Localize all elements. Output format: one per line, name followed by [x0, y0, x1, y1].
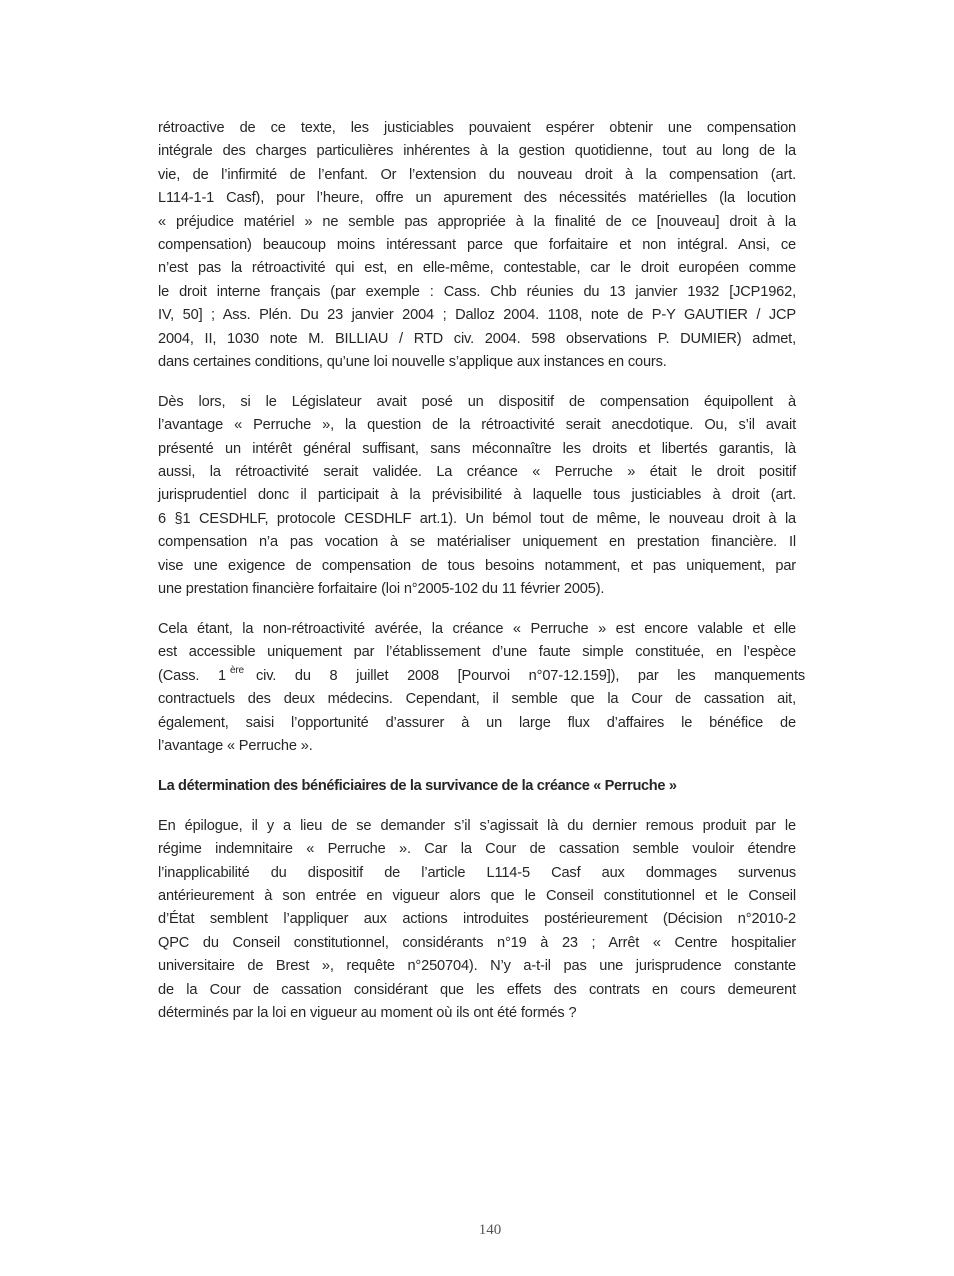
final-paragraph — [158, 815, 796, 1026]
text-line: intégrale des charges particulières inhérentes à la gestion quotidienne, tout au long de la — [158, 143, 796, 160]
superscript: ère — [229, 664, 244, 676]
text-line: n’est pas la rétroactivité qui est, en elle-même, contestable, car le droit européen comme — [158, 260, 796, 277]
text-line: l’inapplicabilité du dispositif de l’article L114-5 Casf aux dommages survenus — [158, 864, 796, 881]
page-number: 140 — [478, 1222, 502, 1238]
text-line: Dès lors, si le Législateur avait posé un dispositif de compensation équipollent à — [158, 393, 796, 410]
text-line: 2004, II, 1030 note M. BILLIAU / RTD civ. 2004. 598 observations P. DUMIER) admet, — [158, 330, 796, 347]
text-line: IV, 50] ; Ass. Plén. Du 23 janvier 2004 ; Dalloz 2004. 1108, note de P-Y GAUTIER / JCP — [158, 307, 796, 324]
text-line: régime indemnitaire « Perruche ». Car la Cour de cassation semble vouloir étendre — [158, 841, 796, 858]
document-body — [158, 117, 805, 1042]
paragraph — [158, 117, 796, 374]
text-line: En épilogue, il y a lieu de se demander s’il s’agissait là du dernier remous produit par le — [158, 817, 796, 834]
text-line: contractuels des deux médecins. Cependant, il semble que la Cour de cassation ait, — [158, 691, 796, 708]
text-line: une prestation financière forfaitaire (loi n°2005-102 du 11 février 2005). — [158, 581, 605, 598]
text-line: vise une exigence de compensation de tous besoins notamment, et pas uniquement, par — [158, 557, 796, 574]
text-line: L114-1-1 Casf), pour l’heure, offre un apurement des nécessités matérielles (la locution — [158, 190, 796, 207]
body-paragraphs — [158, 117, 805, 758]
paragraph — [158, 391, 796, 602]
text-line: antérieurement à son entrée en vigueur alors que le Conseil constitutionnel et le Conseil — [158, 888, 796, 905]
line-text: civ. du 8 juillet 2008 [Pourvoi n°07-12.159]), par les manquements — [255, 667, 805, 684]
text-line: dans certaines conditions, qu’une loi nouvelle s’applique aux instances en cours. — [158, 353, 667, 370]
text-line: de la Cour de cassation considérant que les effets des contrats en cours demeurent — [158, 981, 796, 998]
text-line: universitaire de Brest », requête n°250704). N’y a-t-il pas une jurisprudence constante — [158, 958, 796, 975]
text-line: l’avantage « Perruche ». — [158, 737, 313, 754]
text-line: Cela étant, la non-rétroactivité avérée, la créance « Perruche » est encore valable et elle — [158, 621, 796, 637]
text-line: 6 §1 CESDHLF, protocole CESDHLF art.1). Un bémol tout de même, le nouveau droit à la — [158, 510, 796, 527]
text-line: QPC du Conseil constitutionnel, considérants n°19 à 23 ; Arrêt « Centre hospitalier — [158, 934, 796, 951]
text-line: l’avantage « Perruche », la question de la rétroactivité serait anecdotique. Ou, s’il avait — [158, 417, 796, 434]
text-line: le droit interne français (par exemple : Cass. Chb réunies du 13 janvier 1932 [JCP1962, — [158, 283, 796, 300]
text-line: compensation n’a pas vocation à se matérialiser uniquement en prestation financière. Il — [158, 534, 796, 551]
text-line: vie, de l’infirmité de l’enfant. Or l’extension du nouveau droit à la compensation (art. — [158, 166, 796, 183]
text-line: d’État semblent l’appliquer aux actions introduites postérieurement (Décision n°2010-2 — [158, 911, 796, 928]
text-line — [158, 665, 805, 688]
paragraph — [158, 618, 805, 758]
text-line: aussi, la rétroactivité serait validée. La créance « Perruche » était le droit positif — [158, 464, 796, 481]
text-line: est accessible uniquement par l’établissement d’une faute simple constituée, en l’espèce — [158, 644, 796, 661]
section-heading: La détermination des bénéficiaires de la survivance de la créance « Perruche » — [158, 777, 677, 794]
text-line: présenté un intérêt général suffisant, sans méconnaître les droits et libertés garantis, là — [158, 440, 796, 457]
text-line: également, saisi l’opportunité d’assurer à un large flux d’affaires le bénéfice de — [158, 714, 796, 731]
text-line: rétroactive de ce texte, les justiciables pouvaient espérer obtenir une compensation — [158, 120, 796, 136]
text-line: « préjudice matériel » ne semble pas appropriée à la finalité de ce [nouveau] droit à la — [158, 213, 796, 230]
text-line: jurisprudentiel donc il participait à la prévisibilité à laquelle tous justiciables à droit (art. — [158, 487, 796, 504]
line-text: (Cass. 1 — [158, 667, 226, 684]
text-line: déterminés par la loi en vigueur au moment où ils ont été formés ? — [158, 1005, 577, 1022]
text-line: compensation) beaucoup moins intéressant parce que forfaitaire et non intégral. Ansi, ce — [158, 236, 796, 253]
